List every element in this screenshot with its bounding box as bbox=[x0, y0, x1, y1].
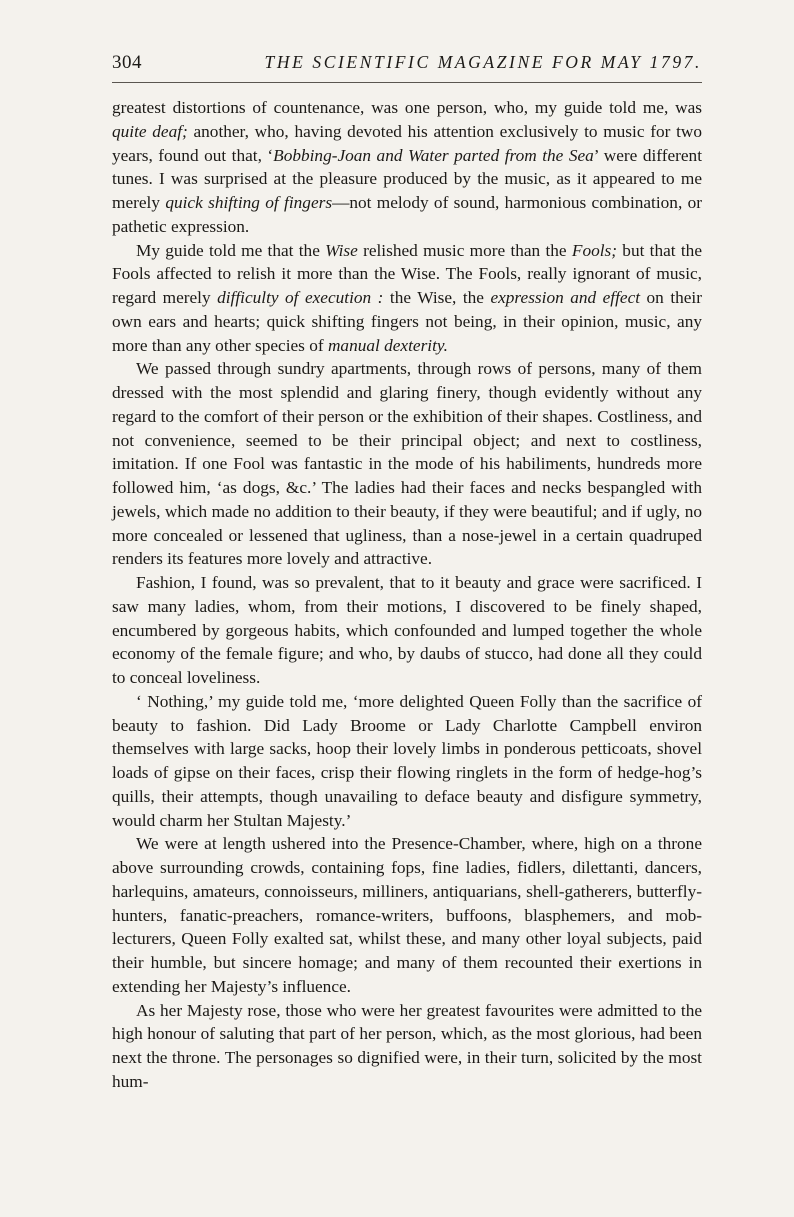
paragraph bbox=[112, 357, 702, 571]
italic-text: difficulty of execution : bbox=[217, 288, 384, 307]
paragraph bbox=[112, 96, 702, 239]
header-rule bbox=[112, 82, 702, 83]
italic-text: Bobbing-Joan and Water parted from the Sea bbox=[273, 145, 594, 165]
text-run: ’ were different tunes. I was surprised at the pleasure produced by the music, as it appeared to me merely bbox=[112, 145, 702, 212]
text-run: the Wise, the bbox=[383, 288, 491, 307]
text-run: ‘ Nothing,’ my guide told me, ‘more delighted Queen Folly than the sacrifice of beauty to fashion. Did Lady Broome or Lady Charlotte Campbell environ themselves with large sacks, hoop their lovely limbs in ponderous petticoats, shovel loads of gipse on their faces, crisp their flowing ringlets in the form of hedge-hog’s quills, their attempts, though unavailing to deface beauty and disfigure symmetry, would charm her Stultan Majesty.’ bbox=[112, 691, 702, 830]
page-number: 304 bbox=[112, 52, 142, 73]
paragraph bbox=[112, 999, 702, 1094]
text-run: As her Majesty rose, those who were her greatest favourites were admitted to the high honour of saluting that part of her person, which, as the most glorious, had been next the throne. The personages so dignified were, in their turn, solicited by the most hum- bbox=[112, 1000, 702, 1091]
body-text bbox=[112, 96, 702, 1094]
text-run: but that the Fools affected to relish it more than the Wise. The Fools, really ignorant of music, regard merely bbox=[112, 240, 702, 307]
text-run: another, who, having devoted his attention exclusively to music for two years, found out that, ‘ bbox=[112, 121, 702, 165]
text-run: We were at length ushered into the Presence-Chamber, where, high on a throne above surrounding crowds, containing fops, fine ladies, fidlers, dilettanti, dancers, harlequins, amateurs, connoisseurs, milliners, antiquarians, shell-gatherers, butterfly-hunters, fanatic-preachers, romance-writers, buffoons, blasphemers, and mob-lecturers, Queen Folly exalted sat, whilst these, and many other loyal subjects, paid their humble, but sincere homage; and many of them recounted their exertions in extending her Majesty’s influence. bbox=[112, 834, 702, 996]
paragraph bbox=[112, 239, 702, 358]
text-run: Fashion, I found, was so prevalent, that to it beauty and grace were sacrificed. I saw many ladies, whom, from their motions, I discovered to be finely shaped, encumbered by gorgeous habits, which confounded and lumped together the whole economy of the female figure; and who, by daubs of stucco, had done all they could to conceal loveliness. bbox=[112, 573, 702, 687]
italic-text: manual dexterity. bbox=[327, 335, 448, 355]
italic-text: Wise bbox=[325, 240, 358, 260]
italic-text: expression and effect bbox=[490, 288, 641, 307]
paragraph bbox=[112, 571, 702, 690]
text-run: on their own ears and hearts; quick shifting fingers not being, in their opinion, music, any more than any other species of bbox=[112, 288, 702, 355]
running-title: THE SCIENTIFIC MAGAZINE FOR MAY 1797. bbox=[264, 52, 702, 72]
paragraph bbox=[112, 690, 702, 833]
italic-text: quick shifting of fingers bbox=[165, 193, 333, 212]
italic-text: quite deaf; bbox=[112, 121, 188, 141]
text-run: —not melody of sound, harmonious combination, or pathetic expression. bbox=[112, 193, 702, 236]
page-header bbox=[112, 46, 702, 80]
text-run: greatest distortions of countenance, was one person, who, my guide told me, was bbox=[112, 98, 702, 117]
text-run: relished music more than the bbox=[357, 240, 572, 260]
text-run: My guide told me that the bbox=[136, 240, 326, 260]
text-run: We passed through sundry apartments, through rows of persons, many of them dressed with the most splendid and glaring finery, though evidently without any regard to the comfort of their person or the exhibition of their shapes. Costliness, and not convenience, seemed to be their principal object; and next to costliness, imitation. If one Fool was fantastic in the mode of his habiliments, hundreds more followed him, ‘as dogs, &c.’ The ladies had their faces and necks bespangled with jewels, which made no addition to their beauty, if they were beautiful; and if ugly, no more concealed or lessened that ugliness, than a nose-jewel in a certain quadruped renders its features more lovely and attractive. bbox=[112, 359, 702, 569]
paragraph bbox=[112, 832, 702, 998]
italic-text: Fools; bbox=[571, 240, 618, 260]
